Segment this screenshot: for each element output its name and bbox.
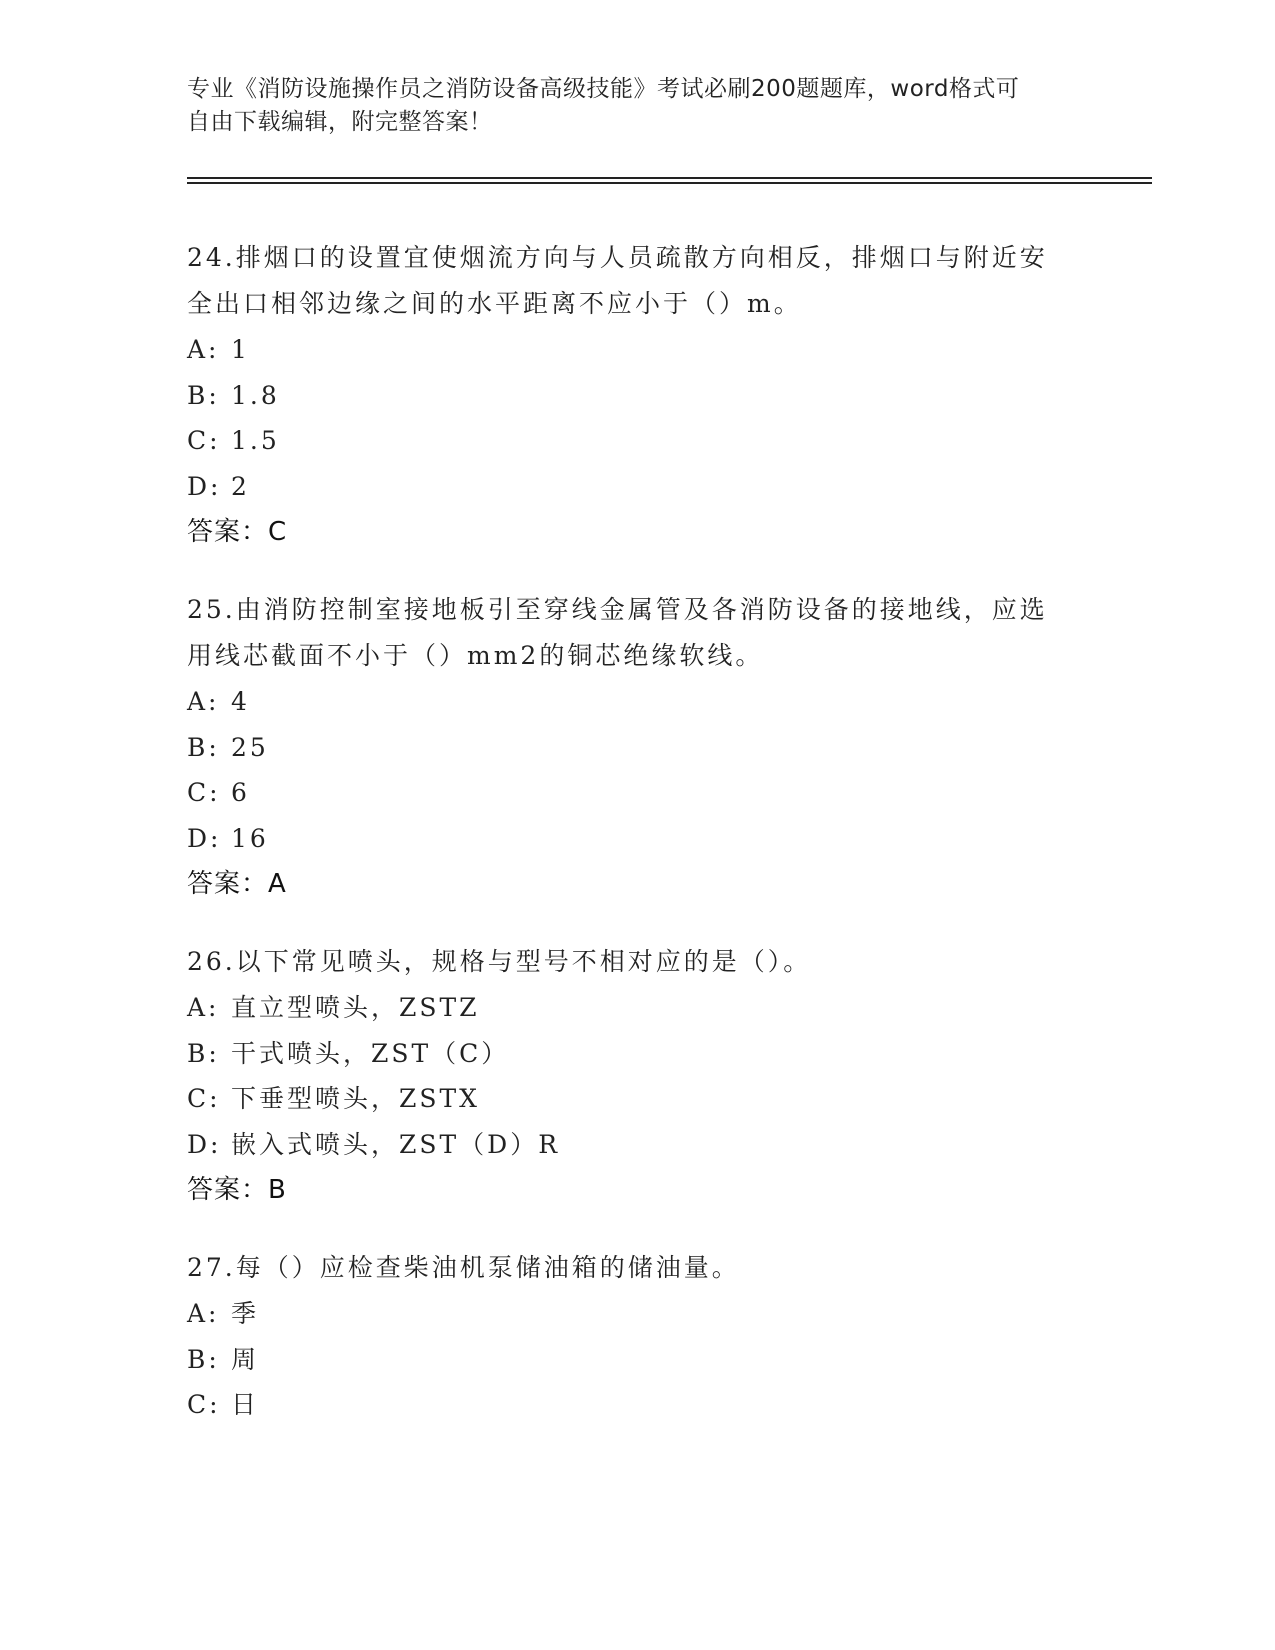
question-block bbox=[187, 235, 1087, 555]
option-letter: C: bbox=[187, 426, 221, 455]
answer-option bbox=[187, 770, 1087, 816]
option-letter: C: bbox=[187, 1390, 221, 1419]
answer-option bbox=[187, 1076, 1087, 1122]
option-letter: C: bbox=[187, 778, 221, 807]
answer-key: 答案：A bbox=[187, 869, 287, 899]
option-text: 4 bbox=[231, 687, 250, 716]
answer-option bbox=[187, 327, 1087, 373]
option-letter: D: bbox=[187, 1129, 222, 1159]
question-stem bbox=[187, 587, 1087, 679]
answer-option bbox=[187, 1122, 1087, 1168]
answer-option bbox=[187, 1382, 1087, 1428]
header-line-1: 专业《消防设施操作员之消防设备高级技能》考试必刷200题题库，word格式可 bbox=[187, 76, 1020, 102]
answer-option bbox=[187, 679, 1087, 725]
option-letter: D: bbox=[187, 471, 222, 501]
question-stem-line: 25.由消防控制室接地板引至穿线金属管及各消防设备的接地线，应选 bbox=[187, 595, 1048, 624]
question-stem-line: 26.以下常见喷头，规格与型号不相对应的是（）。 bbox=[187, 947, 812, 976]
header-line-2: 自由下载编辑，附完整答案！ bbox=[187, 109, 493, 135]
header-divider-top bbox=[187, 177, 1152, 179]
option-text: 1.5 bbox=[231, 426, 280, 455]
question-list bbox=[187, 235, 1087, 1460]
answer-option bbox=[187, 1337, 1087, 1383]
question-block bbox=[187, 1245, 1087, 1428]
question-stem-line: 用线芯截面不小于（）mm2的铜芯绝缘软线。 bbox=[187, 641, 764, 670]
option-letter: B: bbox=[187, 380, 220, 410]
option-text: 1 bbox=[231, 335, 250, 364]
option-letter: B: bbox=[187, 1344, 220, 1374]
option-text: 日 bbox=[231, 1390, 260, 1419]
answer-option bbox=[187, 816, 1087, 862]
answer-option bbox=[187, 418, 1087, 464]
option-letter: A: bbox=[187, 993, 220, 1022]
question-stem bbox=[187, 1245, 1087, 1291]
question-block bbox=[187, 587, 1087, 907]
option-text: 6 bbox=[231, 778, 250, 807]
answer-option bbox=[187, 1291, 1087, 1337]
question-block bbox=[187, 939, 1087, 1213]
option-text: 1.8 bbox=[231, 380, 280, 410]
option-text: 干式喷头，ZST（C） bbox=[231, 1038, 510, 1068]
question-stem bbox=[187, 939, 1087, 985]
answer-option bbox=[187, 725, 1087, 771]
option-letter: B: bbox=[187, 732, 220, 762]
option-letter: A: bbox=[187, 687, 220, 716]
option-text: 嵌入式喷头，ZST（D）R bbox=[231, 1129, 561, 1159]
option-letter: C: bbox=[187, 1084, 221, 1113]
option-letter: B: bbox=[187, 1038, 220, 1068]
option-text: 下垂型喷头，ZSTX bbox=[231, 1084, 480, 1113]
option-letter: A: bbox=[187, 335, 220, 364]
header-divider-bottom bbox=[187, 182, 1152, 184]
answer-option bbox=[187, 373, 1087, 419]
option-text: 季 bbox=[231, 1299, 260, 1328]
option-letter: D: bbox=[187, 823, 222, 853]
option-text: 直立型喷头，ZSTZ bbox=[231, 993, 480, 1022]
answer-key: 答案：B bbox=[187, 1175, 287, 1205]
question-stem-line: 27.每（）应检查柴油机泵储油箱的储油量。 bbox=[187, 1253, 740, 1282]
option-text: 2 bbox=[231, 471, 250, 501]
option-text: 周 bbox=[231, 1344, 260, 1374]
option-text: 16 bbox=[231, 823, 269, 853]
answer-key: 答案：C bbox=[187, 517, 288, 547]
question-stem-line: 24.排烟口的设置宜使烟流方向与人员疏散方向相反，排烟口与附近安 bbox=[187, 243, 1048, 272]
question-stem bbox=[187, 235, 1087, 327]
option-text: 25 bbox=[231, 732, 269, 762]
answer-option bbox=[187, 1031, 1087, 1077]
answer-option bbox=[187, 464, 1087, 510]
answer-option bbox=[187, 985, 1087, 1031]
option-letter: A: bbox=[187, 1299, 220, 1328]
document-header bbox=[187, 73, 1067, 139]
question-stem-line: 全出口相邻边缘之间的水平距离不应小于（）m。 bbox=[187, 289, 802, 318]
